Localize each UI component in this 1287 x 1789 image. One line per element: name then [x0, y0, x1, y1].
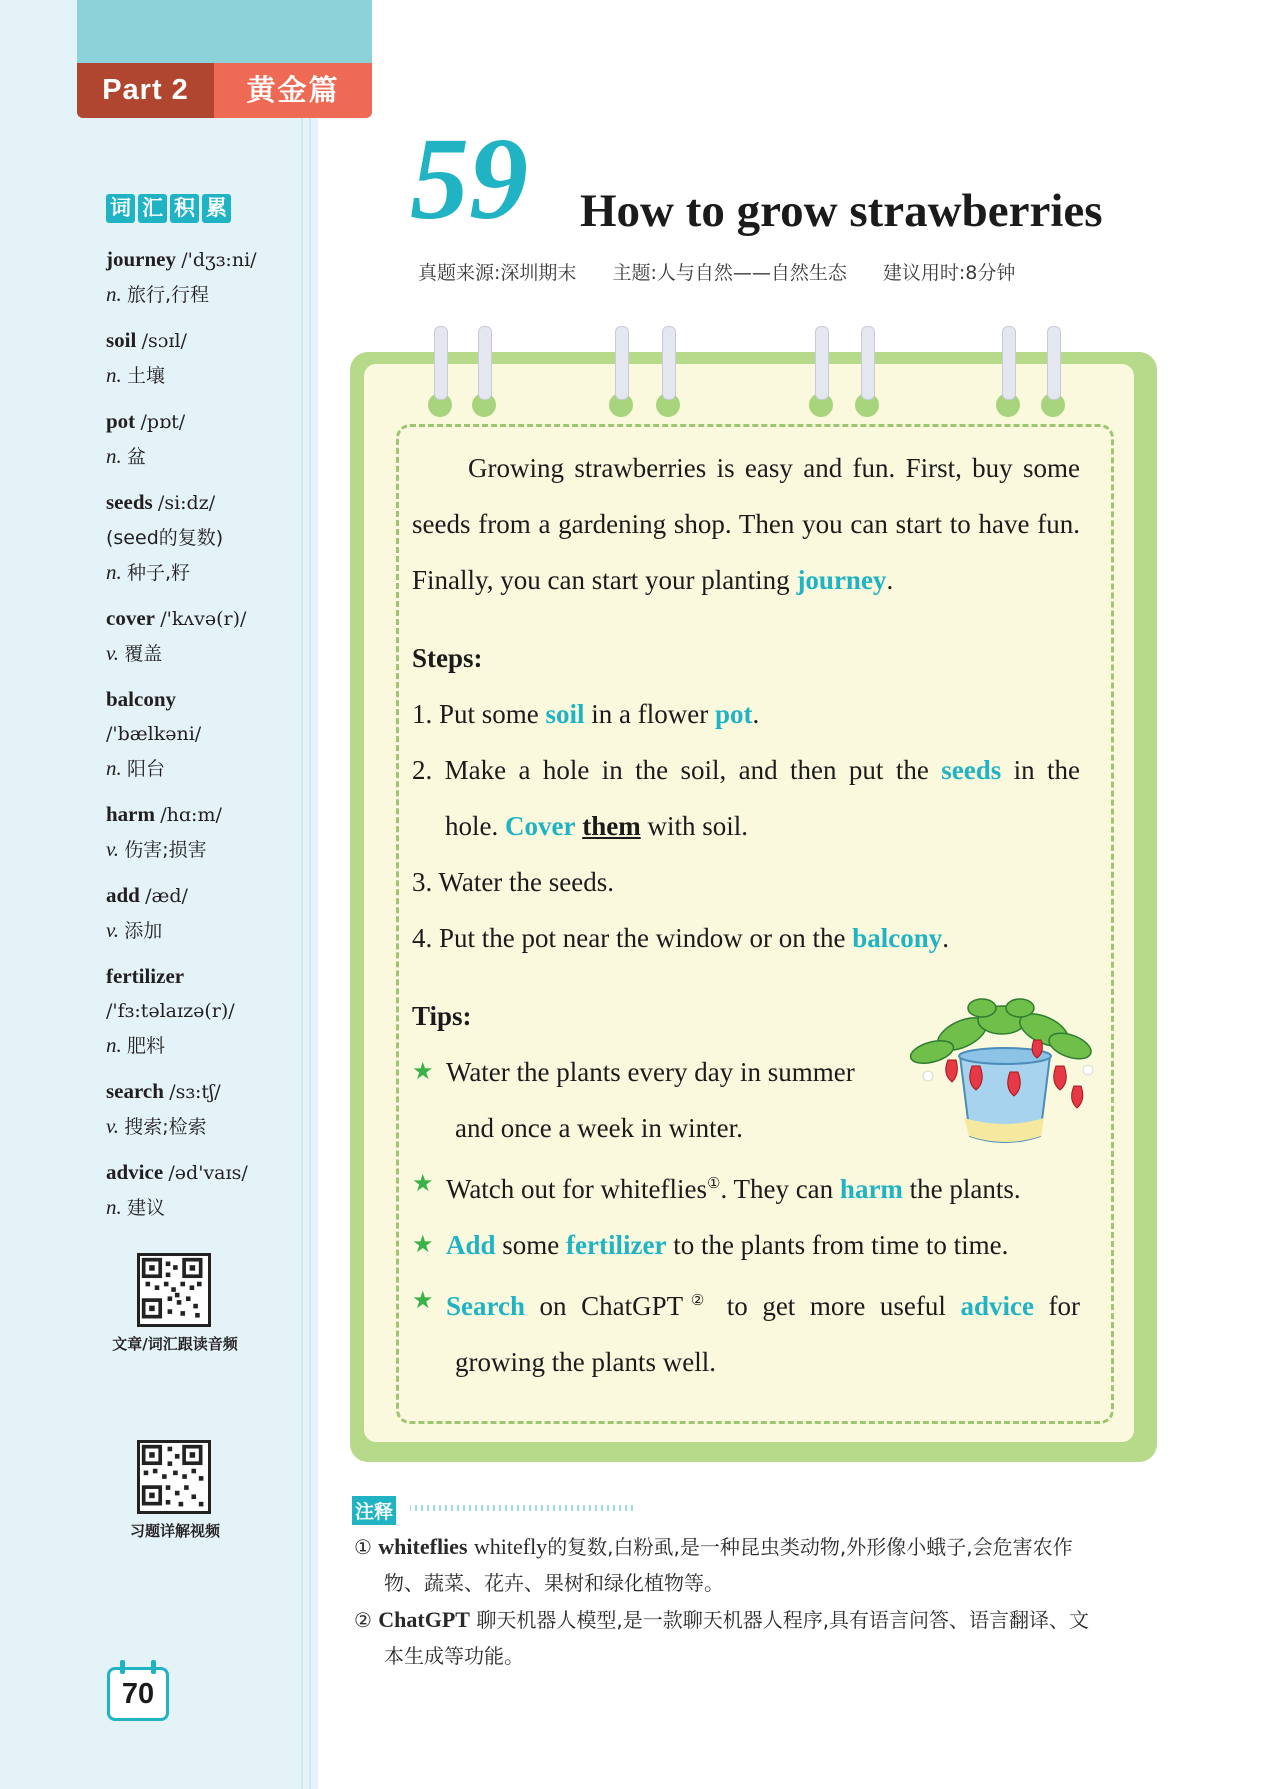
- keyword-harm: harm: [839, 1174, 903, 1204]
- keyword-search: Search: [446, 1291, 525, 1321]
- tip-text: the plants.: [902, 1174, 1021, 1204]
- vocab-word: pot: [106, 409, 136, 433]
- vocab-word: add: [106, 883, 140, 907]
- vocab-meaning: 肥料: [127, 1035, 166, 1057]
- section-label: 黄金篇: [214, 63, 372, 118]
- tip-text: some: [495, 1230, 567, 1260]
- tip-2: [412, 1156, 1080, 1217]
- qr-audio-caption: 文章/词汇跟读音频: [112, 1335, 238, 1353]
- note-number: ①: [354, 1535, 372, 1559]
- steps-heading: Steps:: [412, 643, 483, 673]
- lesson-meta: [418, 258, 1045, 285]
- step-text: in a flower: [584, 699, 715, 729]
- note-term: whiteflies: [378, 1534, 468, 1559]
- notes-divider: [410, 1504, 636, 1512]
- vocab-item: [106, 601, 306, 671]
- binder-ring: [434, 326, 448, 400]
- vocab-phonetic: /hɑ:m/: [160, 804, 222, 826]
- vocab-pos: v.: [106, 837, 120, 861]
- note-2: [354, 1602, 1164, 1674]
- star-icon: ★: [412, 1288, 434, 1314]
- keyword-add: Add: [446, 1230, 496, 1260]
- vocab-word: seeds: [106, 490, 153, 514]
- vocab-phonetic: /sɔɪl/: [141, 330, 187, 352]
- meta-theme: 主题:人与自然——自然生态: [612, 262, 847, 284]
- note-text: 的复数,白粉虱,是一种昆虫类动物,外形像小蛾子,会危害农作: [547, 1535, 1073, 1559]
- tip-1: [412, 1044, 1080, 1100]
- qr-video-caption: 习题详解视频: [129, 1522, 220, 1540]
- tip-text: Water the plants every day in summer: [446, 1057, 855, 1087]
- vocab-meaning: 种子,籽: [127, 562, 191, 584]
- note-continued: 本生成等功能。: [384, 1644, 524, 1668]
- vocab-word: balcony: [106, 687, 177, 711]
- keyword-pot: pot: [714, 699, 753, 729]
- vocab-word: search: [106, 1079, 164, 1103]
- binder-ring: [615, 326, 629, 400]
- vocab-list: [106, 242, 306, 1236]
- star-icon: ★: [412, 1232, 434, 1258]
- step-text: .: [942, 923, 949, 953]
- binder-ring: [1047, 326, 1061, 400]
- step-text: 2. Make a hole in the soil, and then put the: [412, 755, 942, 785]
- vocab-pos: n.: [106, 444, 122, 468]
- vocab-meaning: 建议: [127, 1197, 166, 1219]
- star-icon: ★: [412, 1171, 434, 1197]
- vocab-pos: v.: [106, 918, 120, 942]
- tip-3: [412, 1217, 1080, 1273]
- intro-paragraph: [412, 440, 1080, 608]
- meta-time: 建议用时:8分钟: [882, 262, 1016, 284]
- vocab-title-char: 汇: [138, 194, 167, 223]
- vocab-phonetic: /pɒt/: [140, 411, 186, 433]
- vocab-note: (seed的复数): [106, 527, 224, 549]
- binder-ring: [662, 326, 676, 400]
- vocab-item: [106, 1155, 306, 1225]
- keyword-fertilizer: fertilizer: [566, 1230, 667, 1260]
- keyword-journey: journey: [796, 565, 887, 595]
- calendar-tick: [151, 1660, 156, 1674]
- step-2-continued: [412, 798, 1080, 854]
- vocab-title: [106, 194, 231, 223]
- binder-ring: [478, 326, 492, 400]
- keyword-seeds: seeds: [941, 755, 1002, 785]
- vocab-pos: n.: [106, 1195, 122, 1219]
- vocab-word: harm: [106, 802, 155, 826]
- vocab-pos: n.: [106, 282, 122, 306]
- vocab-item: [106, 959, 306, 1063]
- vocab-title-char: 累: [202, 194, 231, 223]
- vocab-title-char: 积: [170, 194, 199, 223]
- vocab-meaning: 土壤: [127, 365, 166, 387]
- vocab-pos: n.: [106, 363, 122, 387]
- vocab-meaning: 覆盖: [124, 643, 163, 665]
- keyword-soil: soil: [545, 699, 585, 729]
- step-text: hole.: [445, 811, 505, 841]
- vocab-phonetic: /sɜ:tʃ/: [169, 1081, 221, 1103]
- vocab-meaning: 阳台: [127, 758, 166, 780]
- vocab-word: fertilizer: [106, 964, 185, 988]
- vocab-phonetic: /æd/: [145, 885, 188, 907]
- tip-text: . They can: [720, 1174, 840, 1204]
- page-number: [107, 1667, 169, 1721]
- vocab-phonetic: /'dʒɜ:ni/: [181, 249, 257, 271]
- star-icon: ★: [412, 1059, 434, 1085]
- part-tab: [77, 63, 372, 118]
- part-label: Part 2: [77, 63, 214, 118]
- vocab-phonetic: /əd'vaɪs/: [168, 1162, 248, 1184]
- vocab-phonetic: /'kʌvə(r)/: [160, 608, 247, 630]
- vocab-item: [106, 404, 306, 474]
- vocab-meaning: 搜索;检索: [124, 1116, 207, 1138]
- vocab-meaning: 伤害;损害: [124, 839, 207, 861]
- tip-text: on ChatGPT: [525, 1291, 684, 1321]
- vocab-meaning: 旅行,行程: [127, 284, 210, 306]
- tip-4-continued: growing the plants well.: [455, 1347, 716, 1377]
- vocab-phonetic: /si:dz/: [157, 492, 216, 514]
- keyword-balcony: balcony: [852, 923, 943, 953]
- vocab-pos: v.: [106, 641, 120, 665]
- footnote-marker: ②: [683, 1293, 713, 1309]
- keyword-advice: advice: [960, 1291, 1034, 1321]
- vocab-word: cover: [106, 606, 155, 630]
- step-1: [412, 686, 1080, 742]
- vocab-meaning: 添加: [124, 920, 163, 942]
- calendar-tick: [120, 1660, 125, 1674]
- intro-text: Growing strawberries is easy and fun. First, buy some seeds from a gardening shop. Then you can start to have fun. Finally, you can start your planting: [412, 453, 1080, 595]
- vocab-item: [106, 878, 306, 948]
- vocab-pos: v.: [106, 1114, 120, 1138]
- meta-source: 真题来源:深圳期末: [418, 262, 577, 284]
- vocab-item: [106, 485, 306, 590]
- top-banner: [77, 0, 372, 63]
- vocab-item: [106, 1074, 306, 1144]
- vocab-item: [106, 323, 306, 393]
- vocab-item: [106, 242, 306, 312]
- step-text: with soil.: [640, 811, 748, 841]
- note-number: ②: [354, 1608, 372, 1632]
- step-text: in the: [1001, 755, 1080, 785]
- notes-label: 注释: [352, 1496, 396, 1525]
- note-continued: 物、蔬菜、花卉、果树和绿化植物等。: [384, 1571, 724, 1595]
- vocab-meaning: 盆: [127, 446, 147, 468]
- tip-text: for: [1033, 1291, 1080, 1321]
- underlined-them: them: [582, 811, 641, 841]
- step-text: 4. Put the pot near the window or on the: [412, 923, 853, 953]
- note-text: 聊天机器人模型,是一款聊天机器人程序,具有语言问答、语言翻译、文: [476, 1608, 1090, 1632]
- step-3: 3. Water the seeds.: [412, 867, 615, 897]
- page-number-text: 70: [121, 1678, 155, 1710]
- passage: [412, 440, 1080, 1390]
- step-text: 1. Put some: [412, 699, 546, 729]
- step-2: [412, 742, 1080, 798]
- step-4: [412, 910, 1080, 966]
- binder-ring: [815, 326, 829, 400]
- keyword-cover: Cover: [505, 811, 576, 841]
- footnote-marker: ①: [707, 1176, 721, 1192]
- vocab-pos: n.: [106, 756, 122, 780]
- vocab-word: journey: [106, 247, 176, 271]
- note-term: ChatGPT: [378, 1607, 470, 1632]
- tip-text: to get more useful: [712, 1291, 961, 1321]
- vocab-item: [106, 797, 306, 867]
- tip-text: Watch out for whiteflies: [446, 1174, 707, 1204]
- vocab-phonetic: /'bælkəni/: [106, 723, 202, 745]
- tips-heading: Tips:: [412, 1001, 472, 1031]
- vocab-pos: n.: [106, 560, 122, 584]
- intro-text-end: .: [886, 565, 894, 595]
- lesson-title: How to grow strawberries: [580, 185, 1103, 237]
- tip-4: [412, 1273, 1080, 1334]
- binder-ring: [861, 326, 875, 400]
- qr-code-audio[interactable]: [137, 1253, 211, 1327]
- vocab-title-char: 词: [106, 194, 135, 223]
- binder-ring: [1002, 326, 1016, 400]
- vocab-phonetic: /'fɜ:təlaɪzə(r)/: [106, 1000, 235, 1022]
- vocab-word: advice: [106, 1160, 164, 1184]
- vocab-word: soil: [106, 328, 137, 352]
- tip-1-continued: and once a week in winter.: [455, 1113, 743, 1143]
- lesson-number: 59: [410, 113, 528, 244]
- note-1: [354, 1529, 1164, 1601]
- vocab-item: [106, 682, 306, 786]
- note-english: whitefly: [473, 1534, 548, 1559]
- vocab-pos: n.: [106, 1033, 122, 1057]
- tip-text: to the plants from time to time.: [666, 1230, 1009, 1260]
- step-text: .: [752, 699, 760, 729]
- qr-code-video[interactable]: [137, 1440, 211, 1514]
